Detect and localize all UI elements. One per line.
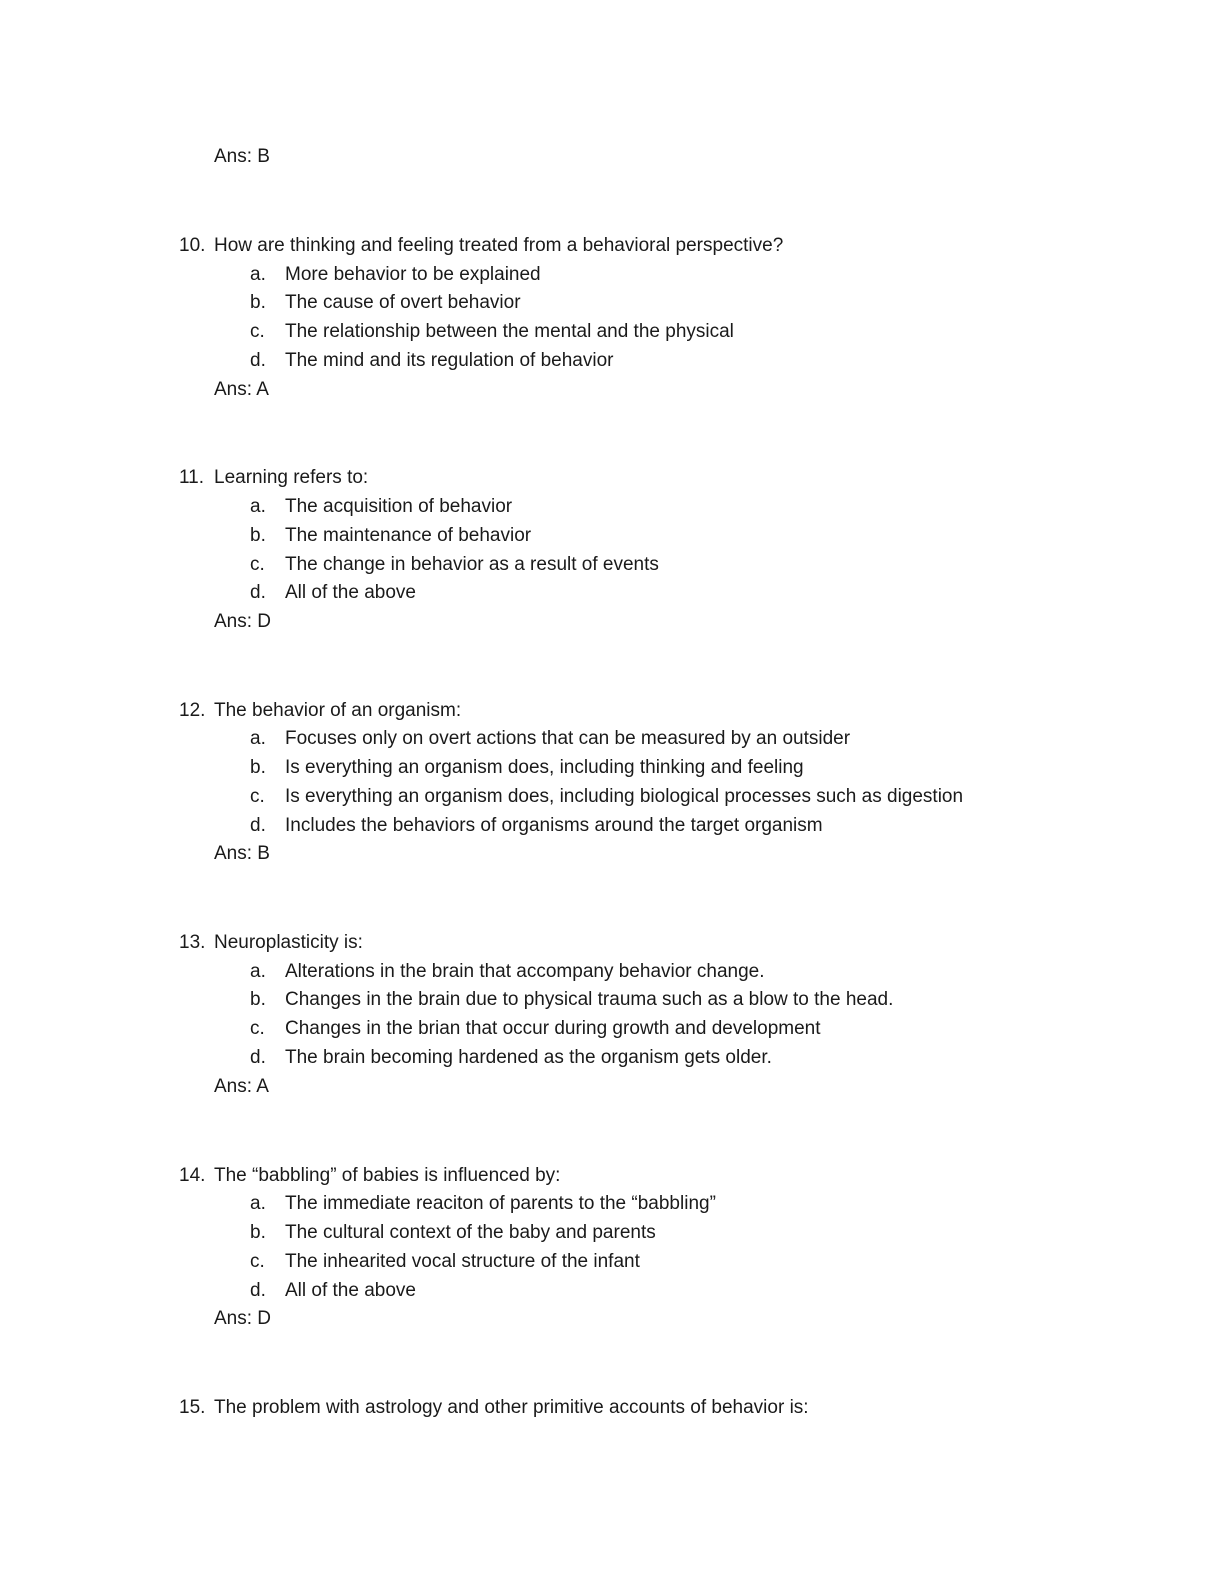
option-text: The brain becoming hardened as the organism gets older. <box>285 1047 772 1068</box>
option-label: a. <box>250 496 266 517</box>
question-text: Learning refers to: <box>214 467 369 488</box>
question-text: Neuroplasticity is: <box>214 932 363 953</box>
option-text: The change in behavior as a result of events <box>285 554 659 575</box>
option-label: c. <box>250 554 265 575</box>
option-text: Is everything an organism does, including thinking and feeling <box>285 757 804 778</box>
question-number: 15. <box>179 1397 206 1418</box>
answer: Ans: D <box>214 1308 272 1329</box>
option-label: d. <box>250 350 266 371</box>
option-label: a. <box>250 728 266 749</box>
option-label: c. <box>250 1251 265 1272</box>
question-number: 13. <box>179 932 206 953</box>
option-label: c. <box>250 1018 265 1039</box>
answer: Ans: A <box>214 1076 269 1097</box>
option-text: The relationship between the mental and the physical <box>285 321 734 342</box>
option-text: The cause of overt behavior <box>285 292 521 313</box>
option-text: Focuses only on overt actions that can be measured by an outsider <box>285 728 851 749</box>
option-text: The maintenance of behavior <box>285 525 532 546</box>
option-text: Includes the behaviors of organisms around the target organism <box>285 815 823 836</box>
option-label: b. <box>250 1222 266 1243</box>
question-text: The behavior of an organism: <box>214 700 462 721</box>
option-label: d. <box>250 1280 266 1301</box>
option-text: The cultural context of the baby and parents <box>285 1222 656 1243</box>
option-text: The acquisition of behavior <box>285 496 513 517</box>
option-text: Changes in the brian that occur during growth and development <box>285 1018 821 1039</box>
option-label: b. <box>250 292 266 313</box>
option-label: d. <box>250 582 266 603</box>
option-label: b. <box>250 757 266 778</box>
option-text: Alterations in the brain that accompany behavior change. <box>285 961 765 982</box>
answer-prev: Ans: B <box>214 146 270 167</box>
option-text: The inhearited vocal structure of the infant <box>285 1251 640 1272</box>
option-label: d. <box>250 1047 266 1068</box>
option-label: c. <box>250 321 265 342</box>
option-label: b. <box>250 525 266 546</box>
answer: Ans: B <box>214 843 270 864</box>
question-number: 12. <box>179 700 206 721</box>
option-text: The immediate reaciton of parents to the “babbling” <box>285 1193 716 1214</box>
option-label: a. <box>250 1193 266 1214</box>
answer: Ans: D <box>214 611 272 632</box>
option-text: Is everything an organism does, including biological processes such as digestion <box>285 786 964 807</box>
question-text: The problem with astrology and other primitive accounts of behavior is: <box>214 1397 809 1418</box>
option-text: All of the above <box>285 582 416 603</box>
question-text: How are thinking and feeling treated from a behavioral perspective? <box>214 235 784 256</box>
option-text: The mind and its regulation of behavior <box>285 350 614 371</box>
question-number: 10. <box>179 235 206 256</box>
option-text: More behavior to be explained <box>285 264 541 285</box>
option-label: a. <box>250 264 266 285</box>
question-number: 14. <box>179 1165 206 1186</box>
answer: Ans: A <box>214 379 269 400</box>
option-text: Changes in the brain due to physical trauma such as a blow to the head. <box>285 989 894 1010</box>
option-label: b. <box>250 989 266 1010</box>
question-number: 11. <box>179 467 205 488</box>
question-text: The “babbling” of babies is influenced by: <box>214 1165 561 1186</box>
option-label: a. <box>250 961 266 982</box>
option-label: d. <box>250 815 266 836</box>
option-label: c. <box>250 786 265 807</box>
option-text: All of the above <box>285 1280 416 1301</box>
